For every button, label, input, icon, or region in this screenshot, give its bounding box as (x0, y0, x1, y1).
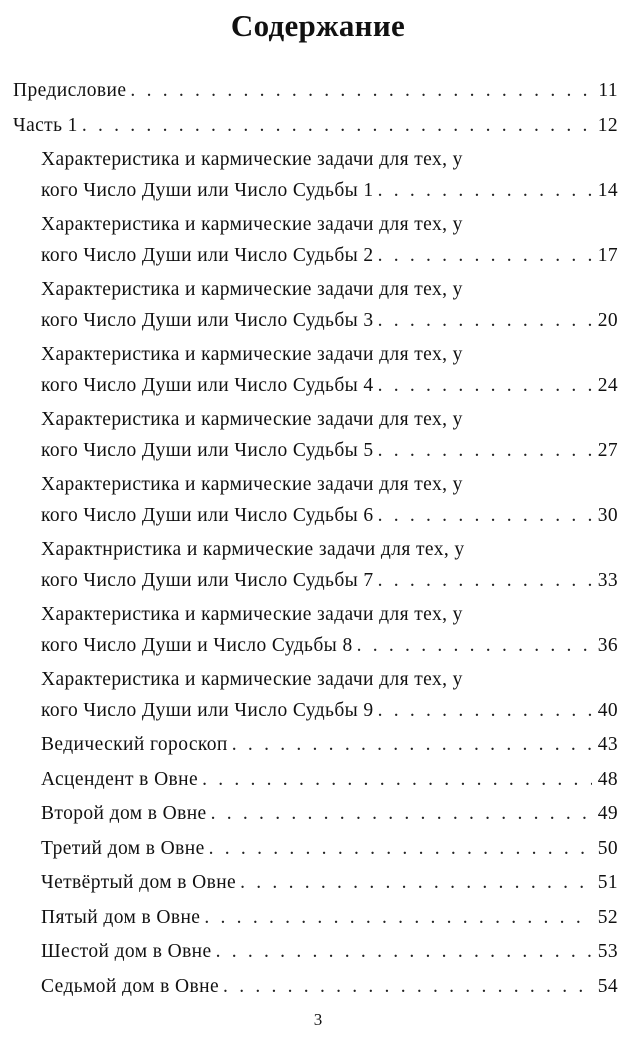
toc-entry-label-line1: Характеристика и кармические задачи для тех, у (41, 604, 463, 625)
toc-entry-house-6[interactable] (41, 937, 618, 968)
toc-page-number: 52 (597, 906, 618, 928)
toc-entry-number-7[interactable] (41, 535, 618, 596)
dot-leader (126, 76, 592, 107)
toc-entry-label-line1: Характеристика и кармические задачи для тех, у (41, 474, 463, 495)
toc-page-number: 51 (597, 872, 618, 893)
toc-entry-label: Асцендент в Овне (41, 768, 199, 790)
toc-page-number: 33 (597, 569, 618, 591)
toc-entry-number-3[interactable] (41, 275, 618, 336)
toc-entry-label: Предисловие (13, 80, 127, 101)
toc-entry-number-6[interactable] (41, 470, 618, 531)
dot-leader (374, 501, 592, 532)
toc-entry-preface[interactable] (13, 76, 618, 107)
toc-entry-label-line2: кого Число Души или Число Судьбы 6 (41, 504, 374, 526)
toc-page-number: 24 (597, 374, 618, 396)
dot-leader (212, 937, 592, 968)
toc-page-number: 12 (597, 114, 618, 136)
toc-entry-label: Ведический гороскоп (41, 734, 228, 755)
toc-entry-number-2[interactable] (41, 210, 618, 271)
toc-entry-label-line2: кого Число Души и Число Судьбы 8 (41, 634, 353, 656)
dot-leader (228, 730, 592, 761)
toc-page-number: 50 (597, 837, 618, 859)
toc-entry-house-3[interactable] (41, 834, 618, 865)
toc-page-number: 27 (597, 439, 618, 461)
dot-leader (219, 972, 592, 1003)
toc-entry-label: Четвёртый дом в Овне (41, 872, 237, 893)
table-of-contents (0, 76, 636, 1002)
dot-leader (374, 241, 592, 272)
page-title: Содержание (230, 8, 406, 43)
toc-page-number: 54 (597, 975, 618, 997)
dot-leader (353, 631, 592, 662)
dot-leader (198, 765, 592, 796)
toc-page-number: 20 (597, 309, 618, 331)
toc-entry-number-1[interactable] (41, 145, 618, 206)
toc-page-number: 40 (597, 699, 618, 721)
toc-page-number: 49 (597, 803, 618, 824)
toc-entry-number-8[interactable] (41, 600, 618, 661)
toc-entry-label-line2: кого Число Души или Число Судьбы 7 (41, 569, 374, 591)
dot-leader (207, 799, 592, 830)
toc-entry-part-1[interactable] (13, 111, 618, 142)
toc-entry-label-line1: Характнристика и кармические задачи для тех, у (41, 539, 465, 560)
toc-entry-label-line2: кого Число Души или Число Судьбы 1 (41, 179, 374, 201)
toc-entry-label: Пятый дом в Овне (41, 906, 201, 928)
toc-entry-label-line1: Характеристика и кармические задачи для тех, у (41, 409, 463, 430)
toc-entry-label: Часть 1 (13, 114, 78, 136)
toc-page-number: 53 (597, 941, 618, 962)
toc-entry-label-line2: кого Число Души или Число Судьбы 5 (41, 439, 374, 461)
dot-leader (374, 371, 592, 402)
toc-entry-label: Седьмой дом в Овне (41, 975, 220, 997)
toc-entry-label-line1: Характеристика и кармические задачи для тех, у (41, 279, 463, 300)
toc-page-number: 48 (597, 768, 618, 790)
toc-entry-number-4[interactable] (41, 340, 618, 401)
toc-page-number: 30 (597, 504, 618, 526)
toc-entry-label-line2: кого Число Души или Число Судьбы 9 (41, 699, 374, 721)
toc-entry-label-line1: Характеристика и кармические задачи для тех, у (41, 214, 463, 235)
toc-entry-number-9[interactable] (41, 665, 618, 726)
toc-entry-label: Второй дом в Овне (41, 803, 207, 824)
dot-leader (205, 834, 592, 865)
toc-entry-house-5[interactable] (41, 903, 618, 934)
toc-entry-ascendant[interactable] (41, 765, 618, 796)
toc-page-number: 17 (597, 244, 618, 266)
dot-leader (374, 696, 592, 727)
dot-leader (78, 111, 592, 142)
toc-entry-label-line1: Характеристика и кармические задачи для тех, у (41, 149, 463, 170)
dot-leader (200, 903, 592, 934)
toc-entry-house-2[interactable] (41, 799, 618, 830)
toc-entry-label-line1: Характеристика и кармические задачи для тех, у (41, 344, 463, 365)
toc-entry-number-5[interactable] (41, 405, 618, 466)
dot-leader (374, 566, 592, 597)
toc-entry-label-line2: кого Число Души или Число Судьбы 4 (41, 374, 374, 396)
toc-entry-house-4[interactable] (41, 868, 618, 899)
toc-page-number: 43 (597, 734, 618, 755)
dot-leader (374, 306, 592, 337)
toc-entry-label: Шестой дом в Овне (41, 941, 212, 962)
toc-entry-label-line1: Характеристика и кармические задачи для тех, у (41, 669, 463, 690)
toc-page-number: 11 (598, 80, 618, 101)
toc-page-number: 36 (597, 634, 618, 656)
dot-leader (374, 436, 592, 467)
toc-entry-house-7[interactable] (41, 972, 618, 1003)
page-number: 3 (313, 1010, 323, 1029)
toc-entry-label-line2: кого Число Души или Число Судьбы 3 (41, 309, 374, 331)
dot-leader (236, 868, 592, 899)
toc-entry-label: Третий дом в Овне (41, 837, 205, 859)
toc-entry-vedic-horoscope[interactable] (41, 730, 618, 761)
toc-page-number: 14 (597, 179, 618, 201)
toc-entry-label-line2: кого Число Души или Число Судьбы 2 (41, 244, 374, 266)
dot-leader (374, 176, 592, 207)
